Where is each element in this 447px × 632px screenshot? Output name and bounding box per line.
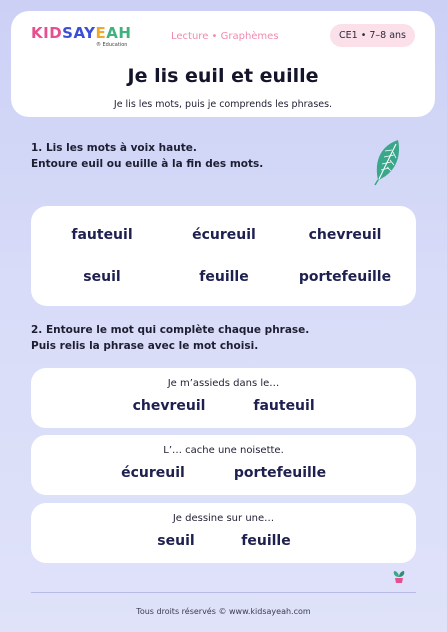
- word-item[interactable]: feuille: [199, 269, 249, 285]
- word-card: [31, 206, 416, 306]
- choice-option[interactable]: portefeuille: [233, 465, 327, 481]
- choice-option[interactable]: feuille: [241, 533, 291, 549]
- sentence-card-3: [31, 503, 416, 563]
- level-badge: CE1 • 7–8 ans: [330, 24, 415, 47]
- logo-subtitle: ® Education: [95, 42, 128, 48]
- logo-text: KIDSAYEAH: [31, 24, 132, 42]
- page-subtitle: Je lis les mots, puis je comprends les phrases.: [113, 99, 333, 110]
- choice-option[interactable]: seuil: [157, 533, 195, 549]
- sentence-text: Je m’assieds dans le…: [167, 378, 280, 389]
- header-card: [11, 11, 435, 117]
- brand-logo: [31, 25, 131, 48]
- exercise1-instruction: 1. Lis les mots à voix haute. Entoure euil ou euille à la fin des mots.: [31, 142, 264, 170]
- footer-divider: [31, 592, 416, 593]
- sentence-card-2: [31, 435, 416, 495]
- sentence-text: L’… cache une noisette.: [163, 445, 284, 456]
- word-item[interactable]: fauteuil: [71, 227, 133, 243]
- word-item[interactable]: portefeuille: [298, 269, 392, 285]
- sentence-text: Je dessine sur une…: [172, 513, 275, 524]
- page-title: Je lis euil et euille: [127, 65, 319, 87]
- word-item[interactable]: seuil: [83, 269, 121, 285]
- choice-option[interactable]: fauteuil: [253, 398, 315, 414]
- sentence-card-1: [31, 368, 416, 428]
- exercise2-instruction: 2. Entoure le mot qui complète chaque phrase. Puis relis la phrase avec le mot choisi.: [31, 324, 310, 352]
- leaf-icon: [372, 138, 404, 186]
- subject-label: Lecture • Graphèmes: [171, 31, 279, 42]
- word-item[interactable]: écureuil: [192, 227, 256, 243]
- footer-copyright: Tous droits réservés © www.kidsayeah.com: [136, 607, 311, 616]
- choice-option[interactable]: chevreuil: [132, 398, 206, 414]
- plant-icon: [392, 568, 406, 584]
- choice-option[interactable]: écureuil: [121, 465, 185, 481]
- word-item[interactable]: chevreuil: [308, 227, 382, 243]
